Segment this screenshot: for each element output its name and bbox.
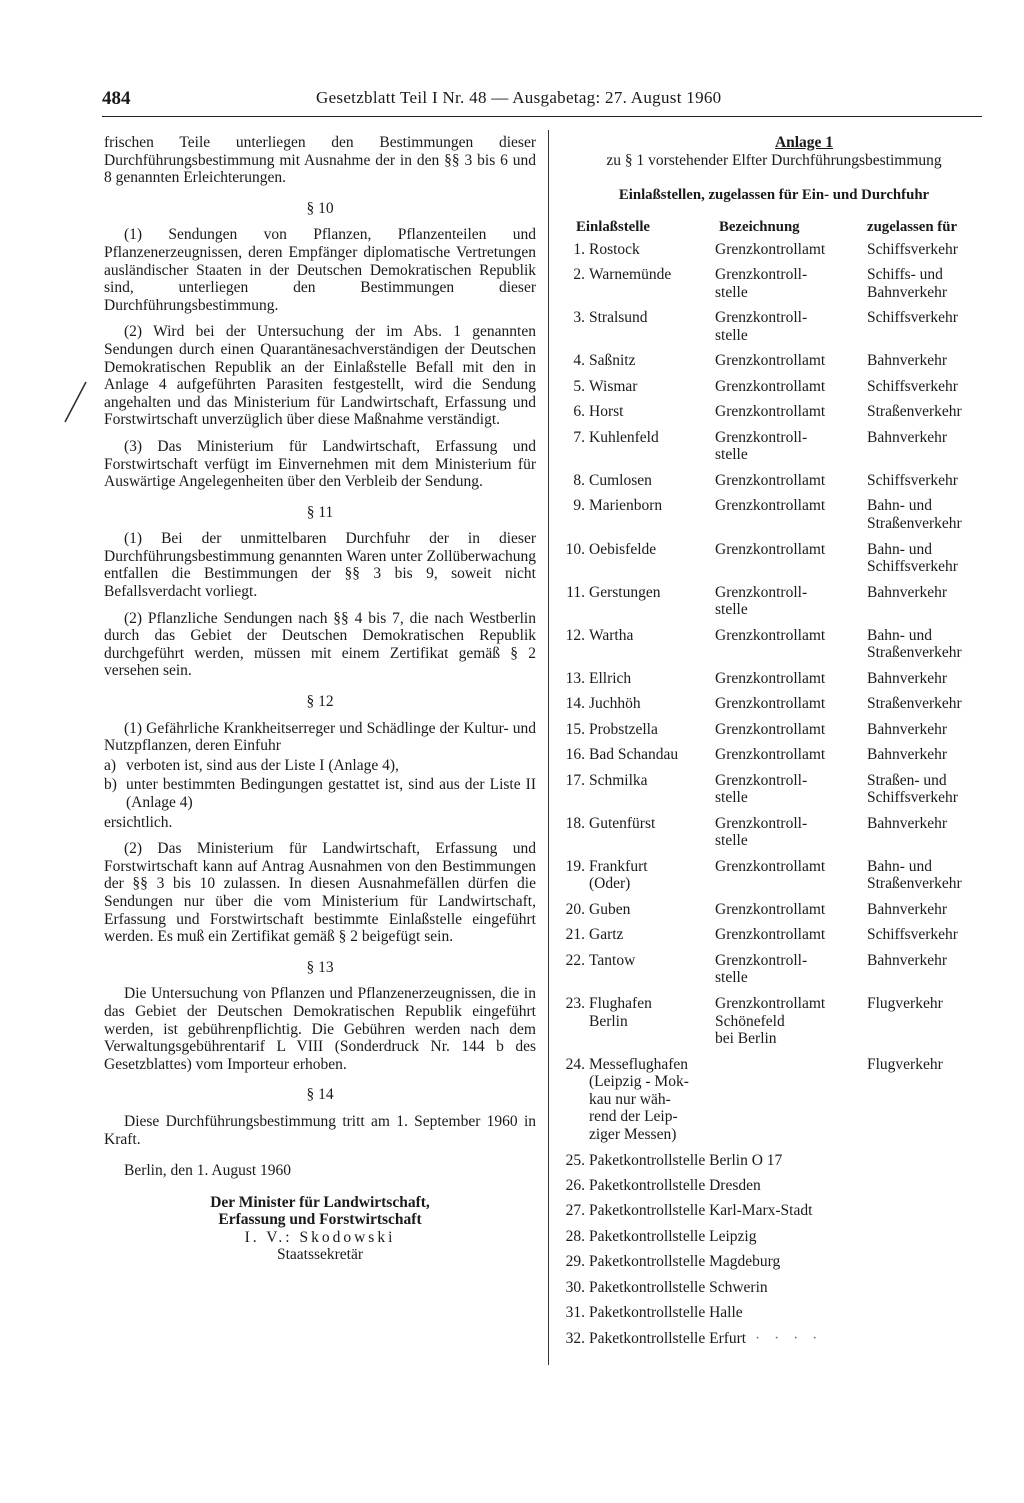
table-row [556,309,992,344]
row-place: Wartha [589,626,634,644]
row-allowed: Bahnverkehr [867,720,948,738]
trailing-dots: · · · · [746,1329,823,1347]
parcel-row [556,1152,992,1170]
row-number: 28. [565,1227,585,1245]
row-allowed: Bahnverkehr [867,352,948,370]
row-designation: Grenzkontrollamt [715,746,826,764]
row-place: Marienborn [589,497,663,515]
row-place: Stralsund [589,309,648,327]
column-header-designation: Bezeichnung [719,218,800,235]
row-number: 14. [565,695,585,713]
row-number: 7. [573,428,585,446]
table-title: Einlaßstellen, zugelassen für Ein- und Durchfuhr [618,187,930,204]
row-number: 8. [573,471,585,489]
row-number: 16. [565,746,585,764]
row-allowed: Bahnverkehr [867,814,948,832]
list-text: unter bestimmten Bedingungen gestattet ist, sind aus der Liste II (Anlage 4) [126,776,536,811]
row-number: 20. [565,900,585,918]
row-text: Paketkontrollstelle Erfurt · · · · [589,1329,823,1347]
row-text: Paketkontrollstelle Halle [589,1304,743,1322]
annex-title: Anlage 1 [774,134,834,151]
row-designation: Grenzkontrollamt [715,240,826,258]
row-place: Wismar [589,377,638,395]
row-number: 30. [565,1278,585,1296]
row-designation: Grenzkontrollamt [715,403,826,421]
section-heading-13: § 13 [306,958,334,976]
row-text: Paketkontrollstelle Karl-Marx-Stadt [589,1202,813,1220]
row-number: 4. [573,352,585,370]
row-designation: Grenzkontrollamt [715,926,826,944]
row-number: 24. [565,1055,585,1073]
parcel-row [556,1304,992,1322]
table-row [556,541,992,576]
row-designation: Grenzkontroll- stelle [715,771,808,807]
row-number: 17. [565,771,585,789]
row-allowed: Schiffsverkehr [867,240,958,258]
row-number: 18. [565,814,585,832]
row-designation: Grenzkontrollamt [715,626,826,644]
row-text: Paketkontrollstelle Berlin O 17 [589,1151,783,1169]
s10-paragraph-3: (3) Das Ministerium für Landwirtschaft, Erfassung und Forstwirtschaft verfügt im Einvernehmen mit dem Ministerium für Auswärtige Angelegenheiten über den Verbleib der Sendung. [104,437,536,491]
row-place: Probstzella [589,720,658,738]
row-place: Flughafen Berlin [589,994,652,1030]
row-place: Schmilka [589,771,648,789]
row-allowed: Schiffsverkehr [867,377,958,395]
table-header [556,219,992,241]
table-row [556,772,992,807]
s12-tail: ersichtlich. [104,813,173,831]
row-place: Frankfurt (Oder) [589,857,648,893]
row-designation: Grenzkontrollamt Schönefeld bei Berlin [715,994,826,1048]
row-number: 12. [565,626,585,644]
column-header-allowed: zugelassen für [867,218,958,235]
row-number: 31. [565,1304,585,1322]
table-row [556,721,992,739]
row-allowed: Bahn- und Straßenverkehr [867,857,962,893]
table-row [556,926,992,944]
table-row [556,266,992,301]
row-text: Paketkontrollstelle Leipzig [589,1227,757,1245]
table-row [556,746,992,764]
row-allowed: Bahnverkehr [867,428,948,446]
row-allowed: Bahnverkehr [867,900,948,918]
row-allowed: Schiffsverkehr [867,309,958,327]
row-number: 6. [573,403,585,421]
table-row [556,670,992,688]
row-designation: Grenzkontroll- stelle [715,266,808,301]
section-heading-10: § 10 [306,199,334,217]
table-row [556,1056,992,1144]
row-text: Paketkontrollstelle Dresden [589,1176,761,1194]
table-row [556,995,992,1048]
row-allowed: Straßenverkehr [867,403,962,421]
row-number: 11. [566,583,585,601]
row-number: 29. [565,1253,585,1271]
s12-paragraph-2: (2) Das Ministerium für Landwirtschaft, Erfassung und Forstwirtschaft kann auf Antrag Ausnahmen von den Bestimmungen der §§ 3 bis 10 zulassen. In diesen Ausnahmefällen dürfen die Sendungen nur über die vom Ministerium für Landwirtschaft, Erfassung und Forstwirtschaft bestimmte Einlaßstelle eingeführt werden. Es muß ein Zertifikat gemäß § 2 beigefügt sein. [104,840,536,946]
table-row [556,952,992,987]
signature-title: Staatssekretär [276,1246,364,1264]
signature-block [104,1194,536,1264]
s11-paragraph-1: (1) Bei der unmittelbaren Durchfuhr der in dieser Durchführungsbestimmung genannten Waren unter Zollüberwachung entfallen die Bestimmungen der §§ 3 bis 9, soweit nicht Befallsverdacht vorliegt. [104,530,536,601]
row-designation: Grenzkontroll- stelle [715,428,808,464]
row-number: 10. [565,540,585,558]
parcel-table [556,1152,992,1348]
row-designation: Grenzkontrollamt [715,377,826,395]
row-place: Tantow [589,951,636,969]
table-row [556,695,992,713]
row-number: 22. [565,951,585,969]
row-allowed: Bahn- und Schiffsverkehr [867,540,958,576]
row-number: 9. [573,497,585,515]
signature-line-1: Der Minister für Landwirtschaft, [210,1193,430,1211]
table-row [556,241,992,259]
running-head: Gesetzblatt Teil I Nr. 48 — Ausgabetag: 27. August 1960 [316,88,722,107]
intro-paragraph: frischen Teile unterliegen den Bestimmungen dieser Durchführungsbestimmung mit Ausnahme der in den §§ 3 bis 6 und 8 genannten Erleichterungen. [104,134,536,187]
parcel-row [556,1330,992,1348]
s10-paragraph-1: (1) Sendungen von Pflanzen, Pflanzenteilen und Pflanzenerzeugnissen, deren Empfänger diplomatische Vertretungen ausländischer Staaten in der Deutschen Demokratischen Republik sind, unterliegen den Bestimmungen dieser Durchführungsbestimmung. [104,226,536,314]
row-place: Oebisfelde [589,540,657,558]
row-allowed: Bahnverkehr [867,746,948,764]
section-heading-12: § 12 [306,693,334,711]
parcel-row [556,1202,992,1220]
row-place: Guben [589,900,631,918]
section-heading-11: § 11 [306,503,334,521]
row-allowed: Schiffs- und Bahnverkehr [867,266,948,301]
column-header-place: Einlaßstelle [576,218,650,235]
parcel-row [556,1279,992,1297]
row-place: Cumlosen [589,471,652,489]
row-text: Paketkontrollstelle Schwerin [589,1278,768,1296]
column-divider [548,130,549,1365]
row-number: 21. [565,926,585,944]
row-place: Juchhöh [589,695,641,713]
row-designation: Grenzkontroll- stelle [715,583,808,619]
row-place: Messeflughafen (Leipzig - Mok- kau nur wäh- rend der Leip- ziger Messen) [589,1055,689,1144]
row-designation: Grenzkontroll- stelle [715,951,808,987]
row-place: Saßnitz [589,352,636,370]
table-row [556,584,992,619]
margin-pencil-mark [62,380,88,424]
row-designation [715,1056,867,1144]
signature-line-2: Erfassung und Forstwirtschaft [218,1211,422,1229]
row-designation: Grenzkontrollamt [715,497,826,515]
row-designation: Grenzkontroll- stelle [715,309,808,344]
row-text: Paketkontrollstelle Magdeburg [589,1253,781,1271]
row-number: 19. [565,857,585,875]
row-number: 27. [565,1202,585,1220]
row-number: 13. [565,669,585,687]
row-place: Kuhlenfeld [589,428,659,446]
section-heading-14: § 14 [306,1086,334,1104]
row-number: 3. [573,309,585,327]
row-allowed: Straßen- und Schiffsverkehr [867,771,958,807]
list-label: a) [104,756,117,774]
page-number: 484 [102,88,131,109]
row-designation: Grenzkontroll- stelle [715,814,808,850]
row-number: 23. [565,994,585,1012]
row-number: 26. [565,1176,585,1194]
row-designation: Grenzkontrollamt [715,471,826,489]
row-place: Gerstungen [589,583,661,601]
place-date: Berlin, den 1. August 1960 [124,1162,292,1180]
table-row [556,858,992,893]
left-column [104,134,536,1264]
row-place: Horst [589,403,624,421]
row-allowed: Schiffsverkehr [867,926,958,944]
row-number: 2. [573,266,585,284]
list-label: b) [104,776,117,794]
row-designation: Grenzkontrollamt [715,900,826,918]
page-header [102,88,982,118]
s11-paragraph-2: (2) Pflanzliche Sendungen nach §§ 4 bis 7, die nach Westberlin durch das Gebiet der Deutschen Demokratischen Republik durchgeführt werden, müssen mit einem Zertifikat gemäß § 2 versehen sein. [104,609,536,680]
row-number: 5. [573,377,585,395]
row-designation: Grenzkontrollamt [715,352,826,370]
entry-table [556,241,992,1144]
parcel-row [556,1253,992,1271]
parcel-row [556,1177,992,1195]
table-row [556,627,992,662]
row-place: Rostock [589,240,640,258]
row-place: Gartz [589,926,624,944]
list-item [104,776,536,811]
row-allowed: Bahnverkehr [867,669,948,687]
header-rule [102,116,982,117]
table-row [556,403,992,421]
row-allowed: Straßenverkehr [867,695,962,713]
row-allowed: Flugverkehr [867,1055,943,1073]
table-row [556,497,992,532]
row-allowed: Schiffsverkehr [867,471,958,489]
table-row [556,901,992,919]
row-place: Ellrich [589,669,632,687]
list-item [104,757,536,775]
row-designation: Grenzkontrollamt [715,540,826,558]
row-place: Gutenfürst [589,814,656,832]
table-row [556,378,992,396]
parcel-row [556,1228,992,1246]
s13-paragraph-1: Die Untersuchung von Pflanzen und Pflanzenerzeugnissen, die in das Gebiet der Deutschen Demokratischen Republik eingeführt werden, ist gebührenpflichtig. Die Gebühren werden nach dem Verwaltungsgebührentarif L VIII (Sonderdruck Nr. 144 b des Gesetzblattes) vom Importeur erhoben. [104,985,536,1073]
row-designation: Grenzkontrollamt [715,857,826,875]
table-row [556,472,992,490]
s12-paragraph-1: (1) Gefährliche Krankheitserreger und Schädlinge der Kultur- und Nutzpflanzen, deren Einfuhr [104,719,536,755]
row-designation: Grenzkontrollamt [715,720,826,738]
row-allowed: Bahnverkehr [867,951,948,969]
row-allowed: Bahn- und Straßenverkehr [867,626,962,662]
row-allowed: Flugverkehr [867,994,943,1012]
s10-paragraph-2: (2) Wird bei der Untersuchung der im Abs. 1 genannten Sendungen durch einen Quarantänesachverständigen der Deutschen Demokratischen Republik an der Einlaßstelle Befall mit den in Anlage 4 aufgeführten Parasiten festgestellt, wird die Sendung angehalten und das Ministerium für Landwirtschaft, Erfassung und Forstwirtschaft unverzüglich über diese Maßnahme verständigt. [104,323,536,429]
row-allowed: Bahn- und Straßenverkehr [867,497,962,533]
table-row [556,429,992,464]
row-number: 32. [565,1329,585,1347]
list-text: verboten ist, sind aus der Liste I (Anlage 4), [126,756,399,774]
table-row [556,815,992,850]
row-designation: Grenzkontrollamt [715,695,826,713]
annex-reference: zu § 1 vorstehender Elfter Durchführungsbestimmung [606,151,942,169]
right-column [556,134,992,1355]
table-row [556,352,992,370]
row-number: 15. [565,720,585,738]
signature-name: I. V.: Skodowski [244,1228,396,1246]
row-allowed: Bahnverkehr [867,583,948,601]
row-place: Warnemünde [589,266,672,284]
s14-paragraph-1: Diese Durchführungsbestimmung tritt am 1. September 1960 in Kraft. [104,1112,536,1148]
row-designation: Grenzkontrollamt [715,669,826,687]
row-number: 1. [573,240,585,258]
row-number: 25. [565,1151,585,1169]
row-place: Bad Schandau [589,746,679,764]
